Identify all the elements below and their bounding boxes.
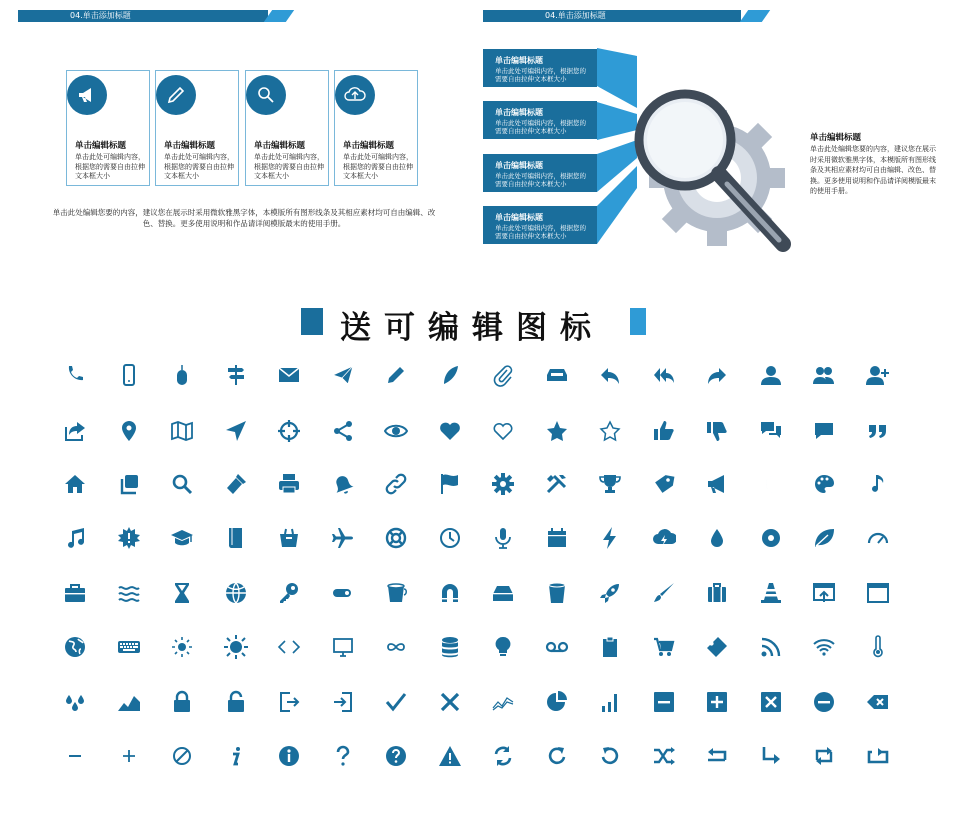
map-icon bbox=[169, 418, 195, 444]
title-right-square bbox=[630, 308, 646, 335]
megaphone-icon bbox=[67, 75, 107, 115]
location-icon bbox=[116, 418, 142, 444]
card-title: 单击编辑标题 bbox=[164, 141, 216, 151]
wifi-icon bbox=[811, 634, 837, 660]
info-box bbox=[483, 101, 597, 139]
loop-icon bbox=[865, 743, 891, 769]
info-box bbox=[483, 154, 597, 192]
info-circle-icon bbox=[276, 743, 302, 769]
cog-icon bbox=[490, 471, 516, 497]
inbox-icon bbox=[544, 362, 570, 388]
calendar-icon bbox=[544, 525, 570, 551]
feather-icon bbox=[437, 362, 463, 388]
info-icon bbox=[223, 743, 249, 769]
flag-icon bbox=[437, 471, 463, 497]
star-outline-icon bbox=[597, 418, 623, 444]
suitcase-icon bbox=[704, 580, 730, 606]
info-box-title: 单击编辑标题 bbox=[495, 56, 543, 65]
thermometer-icon bbox=[865, 634, 891, 660]
print-icon bbox=[276, 471, 302, 497]
share-icon bbox=[330, 418, 356, 444]
direction-icon bbox=[223, 418, 249, 444]
info-box-text: 单击此处可编辑内容，根据您的需要自由拉伸文本框大小 bbox=[495, 119, 586, 135]
card-text: 单击此处可编辑内容，根据您的需要自由拉伸文本框大小 bbox=[164, 153, 234, 180]
gauge-icon bbox=[865, 525, 891, 551]
star-icon bbox=[544, 418, 570, 444]
check-icon bbox=[383, 689, 409, 715]
battery-icon bbox=[330, 580, 356, 606]
rss-icon bbox=[758, 634, 784, 660]
login-icon bbox=[330, 689, 356, 715]
globe-grid-icon bbox=[223, 580, 249, 606]
right-header-stripe bbox=[740, 10, 770, 22]
minus-circle-icon bbox=[811, 689, 837, 715]
waves-icon bbox=[116, 580, 142, 606]
clipboard-icon bbox=[597, 634, 623, 660]
info-box-title: 单击编辑标题 bbox=[495, 108, 543, 117]
side-title: 单击编辑标题 bbox=[810, 133, 862, 143]
magnet-icon bbox=[437, 580, 463, 606]
card-title: 单击编辑标题 bbox=[75, 141, 127, 151]
mouse-icon bbox=[169, 362, 195, 388]
cancel-square-icon bbox=[758, 689, 784, 715]
card-title: 单击编辑标题 bbox=[343, 141, 395, 151]
drive-icon bbox=[490, 580, 516, 606]
info-box-title: 单击编辑标题 bbox=[495, 213, 543, 222]
info-box-text: 单击此处可编辑内容，根据您的需要自由拉伸文本框大小 bbox=[495, 224, 586, 240]
megaphone-icon bbox=[704, 471, 730, 497]
minus-square-icon bbox=[651, 689, 677, 715]
info-box-text: 单击此处可编辑内容，根据您的需要自由拉伸文本框大小 bbox=[495, 67, 586, 83]
cross-icon bbox=[437, 689, 463, 715]
chart-area-icon bbox=[116, 689, 142, 715]
left-header-bar bbox=[18, 10, 268, 22]
keyboard-icon bbox=[116, 634, 142, 660]
minus-icon bbox=[62, 743, 88, 769]
pie-chart-icon bbox=[544, 689, 570, 715]
rocket-icon bbox=[597, 580, 623, 606]
title-left-square bbox=[301, 308, 323, 335]
ccw-icon bbox=[597, 743, 623, 769]
phone-icon bbox=[62, 362, 88, 388]
user-add-icon bbox=[865, 362, 891, 388]
basket-icon bbox=[276, 525, 302, 551]
right-header-title: 04.单击添加标题 bbox=[545, 11, 606, 20]
warning-icon bbox=[437, 743, 463, 769]
trophy-icon bbox=[597, 471, 623, 497]
leaf-icon bbox=[811, 525, 837, 551]
bucket-icon bbox=[383, 580, 409, 606]
quote-icon bbox=[865, 418, 891, 444]
heart-icon bbox=[437, 418, 463, 444]
users-icon bbox=[811, 362, 837, 388]
reply-icon bbox=[597, 362, 623, 388]
cloud-upload-icon bbox=[335, 75, 375, 115]
music-icon bbox=[62, 525, 88, 551]
plus-square-icon bbox=[704, 689, 730, 715]
pencil-icon bbox=[156, 75, 196, 115]
flashlight-icon bbox=[223, 471, 249, 497]
badge-icon bbox=[116, 525, 142, 551]
lifebuoy-icon bbox=[383, 525, 409, 551]
feature-card bbox=[245, 70, 329, 186]
unlock-icon bbox=[223, 689, 249, 715]
music-note-icon bbox=[865, 471, 891, 497]
monitor-icon bbox=[330, 634, 356, 660]
infinity-icon bbox=[383, 634, 409, 660]
line-chart-icon bbox=[490, 689, 516, 715]
paperclip-icon bbox=[490, 362, 516, 388]
key-icon bbox=[276, 580, 302, 606]
lightbulb-icon bbox=[490, 634, 516, 660]
left-header-title: 04.单击添加标题 bbox=[70, 11, 131, 20]
drops-icon bbox=[62, 689, 88, 715]
card-text: 单击此处可编辑内容，根据您的需要自由拉伸文本框大小 bbox=[75, 153, 145, 180]
backspace-icon bbox=[865, 689, 891, 715]
forward-icon bbox=[704, 362, 730, 388]
drop-icon bbox=[704, 525, 730, 551]
user-icon bbox=[758, 362, 784, 388]
left-paragraph: 单击此处编辑您要的内容，建议您在展示时采用微软雅黑字体，本模版所有图形线条及其相应素材均可自由编辑、改色、替换。更多使用说明和作品请详阅模版最末的使用手册。 bbox=[52, 208, 436, 228]
light-icon bbox=[169, 634, 195, 660]
feature-card bbox=[155, 70, 239, 186]
export-icon bbox=[62, 418, 88, 444]
popup-icon bbox=[116, 471, 142, 497]
heart-outline-icon bbox=[490, 418, 516, 444]
ticket-icon bbox=[704, 634, 730, 660]
lock-icon bbox=[169, 689, 195, 715]
bar-chart-icon bbox=[597, 689, 623, 715]
cart-icon bbox=[651, 634, 677, 660]
right-header-bar bbox=[483, 10, 741, 22]
signpost-icon bbox=[223, 362, 249, 388]
voicemail-icon bbox=[544, 634, 570, 660]
upload-window-icon bbox=[811, 580, 837, 606]
graduation-cap-icon bbox=[169, 525, 195, 551]
record-icon bbox=[758, 525, 784, 551]
question-icon bbox=[330, 743, 356, 769]
tag-icon bbox=[651, 471, 677, 497]
trash-icon bbox=[544, 580, 570, 606]
info-box bbox=[483, 206, 597, 244]
info-box bbox=[483, 49, 597, 87]
thumbs-up-icon bbox=[651, 418, 677, 444]
card-text: 单击此处可编辑内容，根据您的需要自由拉伸文本框大小 bbox=[254, 153, 324, 180]
left-header-stripe bbox=[264, 10, 294, 22]
cycle-icon bbox=[490, 743, 516, 769]
side-text: 单击此处编辑您要的内容，建议您在展示时采用微软雅黑字体，本模版所有图形线条及其相应素材均可自由编辑、改色、替换。更多使用说明和作品请详阅模版最末的使用手册。 bbox=[810, 145, 936, 195]
info-box-text: 单击此处可编辑内容，根据您的需要自由拉伸文本框大小 bbox=[495, 172, 586, 188]
briefcase-icon bbox=[62, 580, 88, 606]
flash-icon bbox=[597, 525, 623, 551]
mail-icon bbox=[276, 362, 302, 388]
clock-icon bbox=[437, 525, 463, 551]
search-icon bbox=[169, 471, 195, 497]
tools-icon bbox=[544, 471, 570, 497]
plus-icon bbox=[116, 743, 142, 769]
code-icon bbox=[276, 634, 302, 660]
bell-icon bbox=[330, 471, 356, 497]
cw-icon bbox=[544, 743, 570, 769]
card-text: 单击此处可编辑内容，根据您的需要自由拉伸文本框大小 bbox=[343, 153, 413, 180]
cloud-thunder-icon bbox=[651, 525, 677, 551]
palette-icon bbox=[811, 471, 837, 497]
reply-all-icon bbox=[651, 362, 677, 388]
brush-icon bbox=[651, 580, 677, 606]
shuffle-icon bbox=[651, 743, 677, 769]
database-icon bbox=[437, 634, 463, 660]
sun-icon bbox=[223, 634, 249, 660]
target-icon bbox=[276, 418, 302, 444]
level-down-icon bbox=[758, 743, 784, 769]
logout-icon bbox=[276, 689, 302, 715]
airplane-icon bbox=[330, 525, 356, 551]
card-title: 单击编辑标题 bbox=[254, 141, 306, 151]
home-icon bbox=[62, 471, 88, 497]
info-box-title: 单击编辑标题 bbox=[495, 161, 543, 170]
feature-card bbox=[334, 70, 418, 186]
feature-card bbox=[66, 70, 150, 186]
block-icon bbox=[169, 743, 195, 769]
chat-icon bbox=[758, 418, 784, 444]
book-icon bbox=[223, 525, 249, 551]
back-arrow-icon bbox=[704, 743, 730, 769]
window-icon bbox=[865, 580, 891, 606]
search-icon bbox=[246, 75, 286, 115]
microphone-icon bbox=[490, 525, 516, 551]
comment-icon bbox=[811, 418, 837, 444]
icons-title: 送可编辑图标 bbox=[340, 310, 604, 346]
traffic-cone-icon bbox=[758, 580, 784, 606]
magnifier-illustration bbox=[597, 48, 797, 258]
hourglass-icon bbox=[169, 580, 195, 606]
thumbs-down-icon bbox=[704, 418, 730, 444]
globe-icon bbox=[62, 634, 88, 660]
moon-icon bbox=[758, 471, 784, 497]
paper-plane-icon bbox=[330, 362, 356, 388]
eye-icon bbox=[383, 418, 409, 444]
mobile-icon bbox=[116, 362, 142, 388]
help-circle-icon bbox=[383, 743, 409, 769]
pencil-icon bbox=[383, 362, 409, 388]
retweet-icon bbox=[811, 743, 837, 769]
link-icon bbox=[383, 471, 409, 497]
